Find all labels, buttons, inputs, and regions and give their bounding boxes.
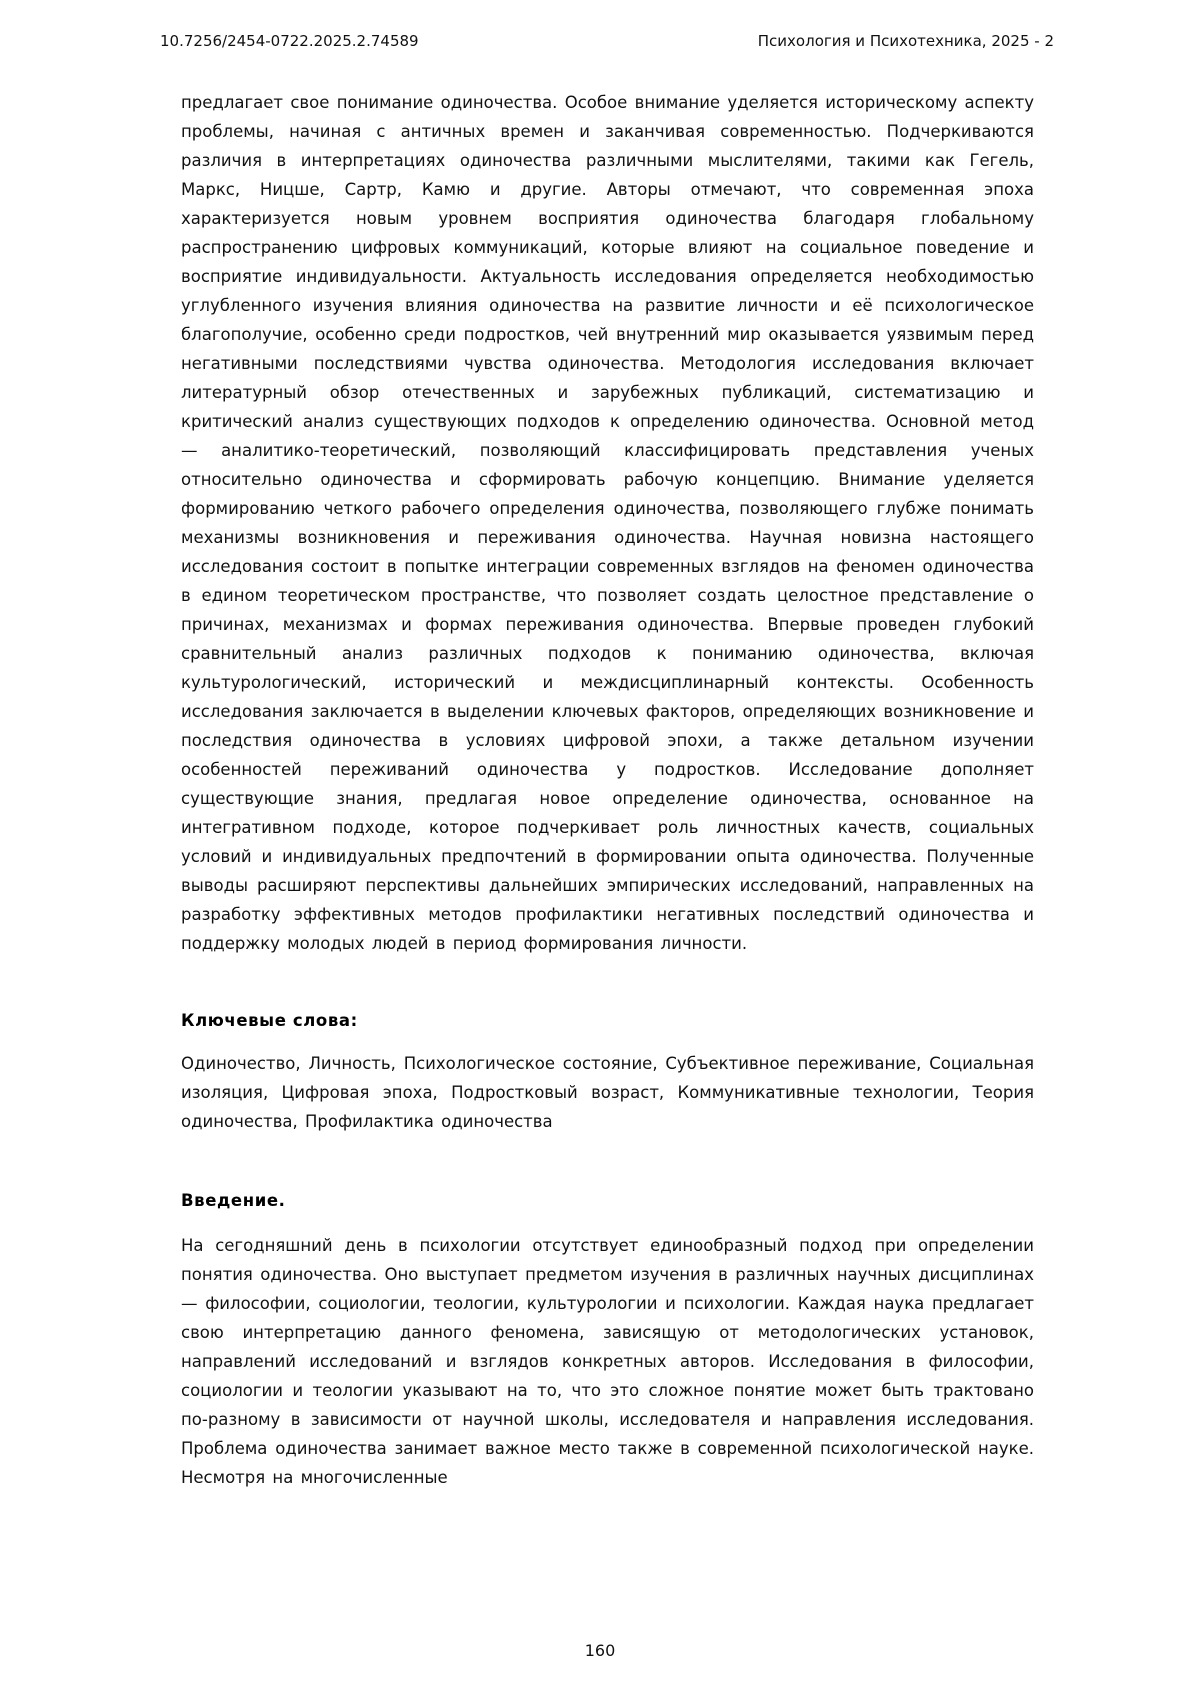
- introduction-paragraph: На сегодняшний день в психологии отсутствует единообразный подход при определении понятия одиночества. Оно выступает предметом изучения в различных научных дисциплинах — философии, социологии, теологии, культурологии и психологии. Каждая наука предлагает свою интерпретацию данного феномена, зависящую от методологических установок, направлений исследований и взглядов конкретных авторов. Исследования в философии, социологии и теологии указывают на то, что это сложное понятие может быть трактовано по-разному в зависимости от научной школы, исследователя и направления исследования. Проблема одиночества занимает важное место также в современной психологической науке. Несмотря на многочисленные: [181, 1236, 1034, 1487]
- keywords-heading: Ключевые слова:: [181, 1011, 358, 1030]
- page-content: [0, 50, 1200, 1492]
- abstract-paragraph: предлагает свое понимание одиночества. Особое внимание уделяется историческому аспекту проблемы, начиная с античных времен и заканчивая современностью. Подчеркиваются различия в интерпретациях одиночества различными мыслителями, такими как Гегель, Маркс, Ницше, Сартр, Камю и другие. Авторы отмечают, что современная эпоха характеризуется новым уровнем восприятия одиночества благодаря глобальному распространению цифровых коммуникаций, которые влияют на социальное поведение и восприятие индивидуальности. Актуальность исследования определяется необходимостью углубленного изучения влияния одиночества на развитие личности и её психологическое благополучие, особенно среди подростков, чей внутренний мир оказывается уязвимым перед негативными последствиями чувства одиночества. Методология исследования включает литературный обзор отечественных и зарубежных публикаций, систематизацию и критический анализ существующих подходов к определению одиночества. Основной метод — аналитико-теоретический, позволяющий классифицировать представления ученых относительно одиночества и сформировать рабочую концепцию. Внимание уделяется формированию четкого рабочего определения одиночества, позволяющего глубже понимать механизмы возникновения и переживания одиночества. Научная новизна настоящего исследования состоит в попытке интеграции современных взглядов на феномен одиночества в едином теоретическом пространстве, что позволяет создать целостное представление о причинах, механизмах и формах переживания одиночества. Впервые проведен глубокий сравнительный анализ различных подходов к пониманию одиночества, включая культурологический, исторический и междисциплинарный контексты. Особенность исследования заключается в выделении ключевых факторов, определяющих возникновение и последствия одиночества в условиях цифровой эпохи, а также детальном изучении особенностей переживаний одиночества у подростков. Исследование дополняет существующие знания, предлагая новое определение одиночества, основанное на интегративном подходе, которое подчеркивает роль личностных качеств, социальных условий и индивидуальных предпочтений в формировании опыта одиночества. Полученные выводы расширяют перспективы дальнейших эмпирических исследований, направленных на разработку эффективных методов профилактики негативных последствий одиночества и поддержку молодых людей в период формирования личности.: [181, 93, 1034, 953]
- page-header: [0, 0, 1200, 50]
- doi-text: 10.7256/2454-0722.2025.2.74589: [160, 32, 419, 50]
- journal-title: Психология и Психотехника, 2025 - 2: [757, 32, 1054, 50]
- keywords-paragraph: Одиночество, Личность, Психологическое состояние, Субъективное переживание, Социальная изоляция, Цифровая эпоха, Подростковый возраст, Коммуникативные технологии, Теория одиночества, Профилактика одиночества: [181, 1054, 1034, 1131]
- page-number: 160: [584, 1641, 616, 1660]
- introduction-heading: Введение.: [181, 1191, 286, 1210]
